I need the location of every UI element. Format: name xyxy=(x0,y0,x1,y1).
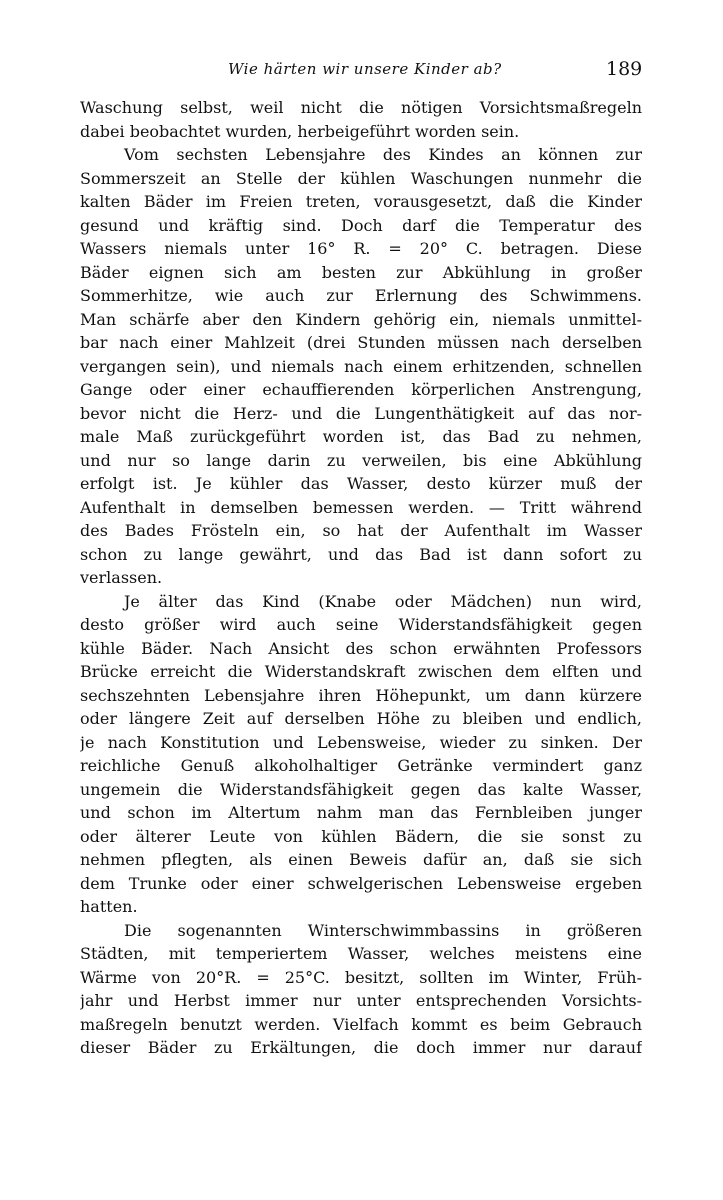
text-line: Bäder eignen sich am besten zur Abkühlung in großer xyxy=(80,262,642,282)
paragraph xyxy=(80,590,642,919)
text-line: Gange oder einer echauffierenden körperlichen Anstrengung, xyxy=(80,380,642,399)
text-line: Vom sechsten Lebensjahre des Kindes an können zur xyxy=(124,145,642,164)
text-line: verlassen. xyxy=(80,568,163,587)
text-line: Sommerhitze, wie auch zur Erlernung des Schwimmens. xyxy=(80,286,642,305)
text-line: sechszehnten Lebensjahre ihren Höhepunkt, um dann kürzere xyxy=(80,685,642,705)
text-line: hatten. xyxy=(80,897,138,916)
text-line: bar nach einer Mahlzeit (drei Stunden müssen nach derselben xyxy=(80,333,642,352)
text-line: kalten Bäder im Freien treten, vorausgesetzt, daß die Kinder xyxy=(80,192,642,211)
text-line: reichliche Genuß alkoholhaltiger Getränke vermindert ganz xyxy=(80,756,642,775)
body-text xyxy=(80,96,642,1060)
text-line: bevor nicht die Herz- und die Lungenthätigkeit auf das nor- xyxy=(80,403,642,423)
text-line: oder längere Zeit auf derselben Höhe zu bleiben und endlich, xyxy=(80,709,642,728)
text-line: Städten, mit temperiertem Wasser, welches meistens eine xyxy=(80,944,642,963)
text-line: maßregeln benutzt werden. Vielfach kommt es beim Gebrauch xyxy=(80,1014,642,1034)
page-number: 189 xyxy=(606,58,643,80)
paragraph xyxy=(80,96,642,143)
text-line: desto größer wird auch seine Widerstandsfähigkeit gegen xyxy=(80,615,642,634)
text-line: vergangen sein), und niemals nach einem erhitzenden, schnellen xyxy=(80,356,642,376)
text-line: Man schärfe aber den Kindern gehörig ein, niemals unmittel- xyxy=(80,309,642,329)
text-line: Aufenthalt in demselben bemessen werden. — Tritt während xyxy=(80,497,642,517)
text-line: dabei beobachtet wurden, herbeigeführt worden sein. xyxy=(80,121,520,141)
text-line: des Bades Frösteln ein, so hat der Aufenthalt im Wasser xyxy=(80,521,642,540)
text-line: Waschung selbst, weil nicht die nötigen Vorsichtsmaßregeln xyxy=(80,98,642,117)
text-line: Wärme von 20°R. = 25°C. besitzt, sollten im Winter, Früh- xyxy=(80,967,642,987)
text-line: Wassers niemals unter 16° R. = 20° C. betragen. Diese xyxy=(80,239,642,258)
text-line: Je älter das Kind (Knabe oder Mädchen) nun wird, xyxy=(124,591,642,611)
text-line: dieser Bäder zu Erkältungen, die doch immer nur darauf xyxy=(80,1038,642,1057)
text-line: ungemein die Widerstandsfähigkeit gegen das kalte Wasser, xyxy=(80,779,642,799)
running-header xyxy=(0,58,723,88)
text-line: Die sogenannten Winterschwimmbassins in größeren xyxy=(124,920,642,940)
paragraph xyxy=(80,143,642,590)
header-title: Wie härten wir unsere Kinder ab? xyxy=(228,60,502,78)
text-line: oder älterer Leute von kühlen Bädern, die sie sonst zu xyxy=(80,826,642,846)
text-line: nehmen pflegten, als einen Beweis dafür an, daß sie sich xyxy=(80,850,642,869)
text-line: Sommerszeit an Stelle der kühlen Waschungen nunmehr die xyxy=(80,168,642,188)
text-line: jahr und Herbst immer nur unter entsprechenden Vorsichts- xyxy=(80,991,642,1010)
text-line: und schon im Altertum nahm man das Fernbleiben junger xyxy=(80,803,642,822)
text-line: kühle Bäder. Nach Ansicht des schon erwähnten Professors xyxy=(80,638,642,658)
paragraph xyxy=(80,919,642,1060)
text-line: schon zu lange gewährt, und das Bad ist dann sofort zu xyxy=(80,544,642,564)
text-line: je nach Konstitution und Lebensweise, wieder zu sinken. Der xyxy=(80,732,642,752)
text-line: Brücke erreicht die Widerstandskraft zwischen dem elften und xyxy=(80,662,642,681)
text-line: erfolgt ist. Je kühler das Wasser, desto kürzer muß der xyxy=(80,474,642,493)
text-line: und nur so lange darin zu verweilen, bis eine Abkühlung xyxy=(80,450,642,470)
text-line: dem Trunke oder einer schwelgerischen Lebensweise ergeben xyxy=(80,873,642,893)
text-line: gesund und kräftig sind. Doch darf die Temperatur des xyxy=(80,215,642,235)
text-line: male Maß zurückgeführt worden ist, das Bad zu nehmen, xyxy=(80,427,642,446)
